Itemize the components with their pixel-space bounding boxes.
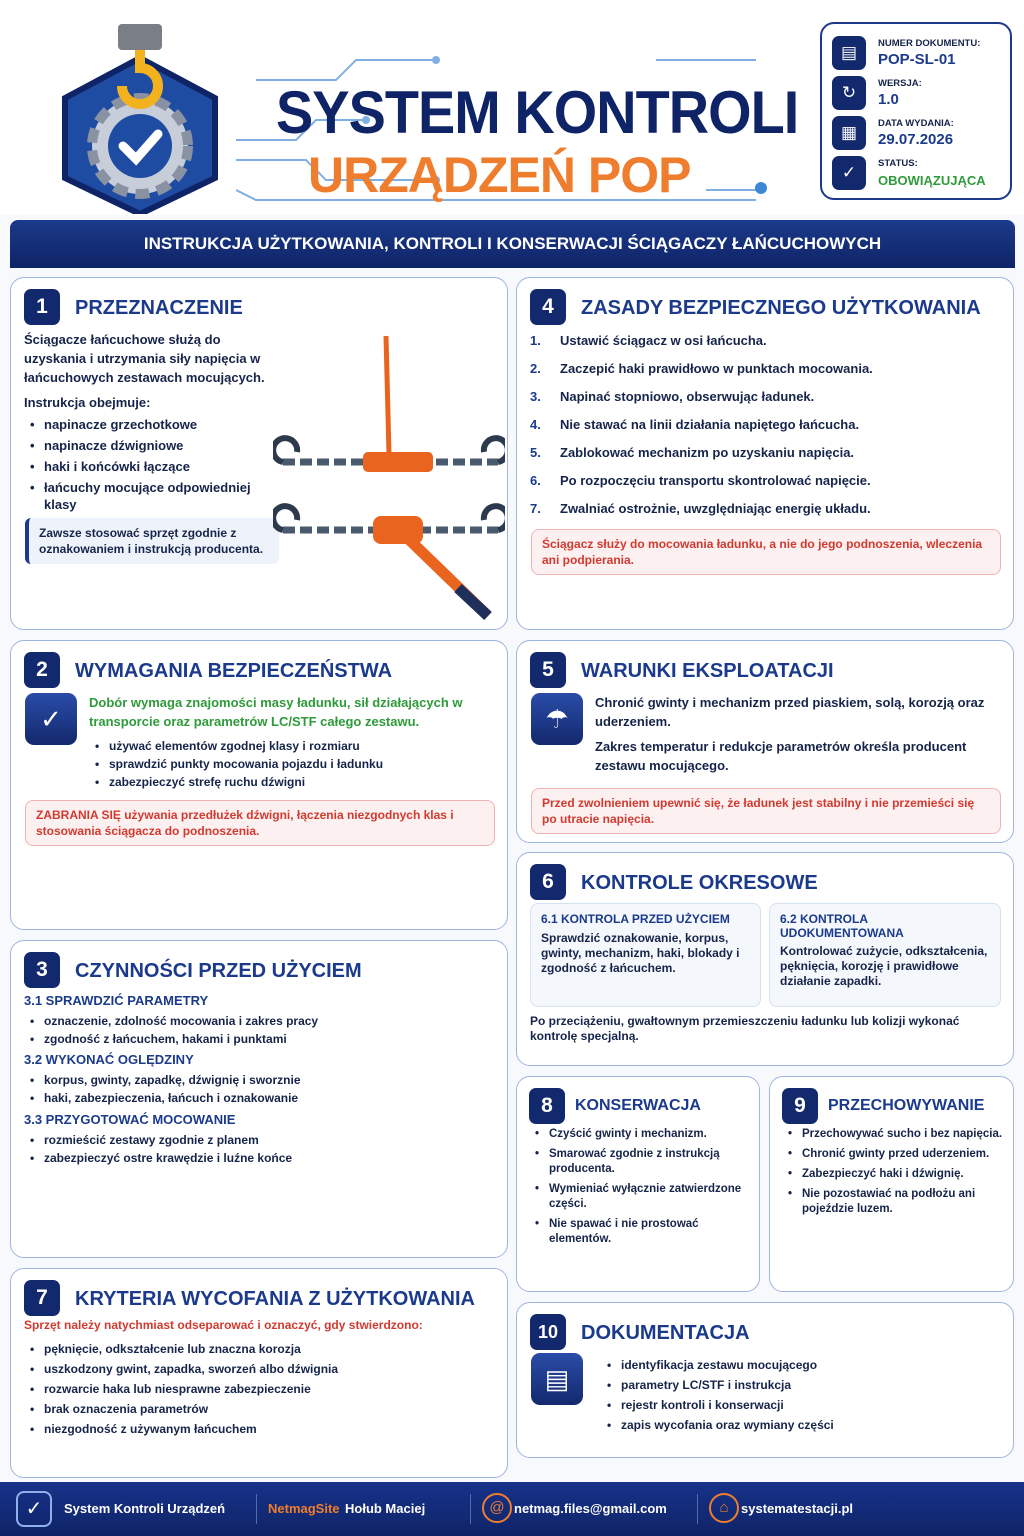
list-item: • pęknięcie, odkształcenie lub znaczna korozja	[24, 1339, 484, 1359]
status-label: STATUS:	[878, 158, 918, 169]
section-2-lead: Dobór wymaga znajomości masy ładunku, sił działających w transporcie oraz parametrów LC/STF całego zestawu.	[89, 695, 463, 729]
section-5-warning: Przed zwolnieniem upewnić się, że ładunek jest stabilny i nie przemieści się po utracie napięcia.	[531, 788, 1001, 834]
section-1-list	[24, 416, 269, 513]
section-4-card	[516, 277, 1014, 630]
list-item: • napinacze grzechotkowe	[24, 416, 269, 433]
list-item: • Chronić gwinty przed uderzeniem.	[782, 1147, 1008, 1162]
step-number: 5.	[530, 445, 541, 460]
date-value: 29.07.2026	[878, 131, 954, 148]
section-7-lead: Sprzęt należy natychmiast odseparować i oznaczyć, gdy stwierdzono:	[24, 1318, 423, 1332]
box-text: Sprawdzić oznakowanie, korpus, gwinty, mechanizm, haki, blokady i zgodność z łańcuchem.	[541, 931, 740, 975]
status-value: OBOWIĄZUJĄCA	[878, 173, 986, 188]
list-item: • łańcuchy mocujące odpowiedniej klasy	[24, 479, 269, 513]
step-item	[530, 387, 1000, 415]
version-value: 1.0	[878, 91, 899, 108]
section-9-list	[782, 1127, 1008, 1217]
version-label: WERSJA:	[878, 78, 922, 89]
list-item: • Nie pozostawiać na podłożu ani pojeździe luzem.	[782, 1187, 1008, 1217]
list-item: • Przechowywać sucho i bez napięcia.	[782, 1127, 1008, 1142]
section-number: 7	[24, 1280, 60, 1316]
doc-number-value: POP-SL-01	[878, 51, 956, 68]
step-text: Zablokować mechanizm po uzyskaniu napięcia.	[560, 445, 855, 460]
doc-number-label: NUMER DOKUMENTU:	[878, 38, 981, 49]
list-item: • sprawdzić punkty mocowania pojazdu i ładunku	[89, 755, 489, 773]
section-number: 6	[530, 864, 566, 900]
section-6-footer: Po przeciążeniu, gwałtownym przemieszczeniu ładunku lub kolizji wykonać kontrolę specjalną.	[530, 1014, 960, 1043]
document-icon: ▤	[832, 36, 866, 70]
refresh-icon: ↻	[832, 76, 866, 110]
section-1-intro: Ściągacze łańcuchowe służą do uzyskania i utrzymania siły napięcia w łańcuchowych zestawach mocujących.	[24, 332, 265, 385]
list-item: • korpus, gwinty, zapadkę, dźwignię i sworznie	[24, 1071, 484, 1089]
section-7-card	[10, 1268, 508, 1478]
title-line-2: URZĄDZEŃ POP	[308, 147, 691, 203]
date-row	[832, 116, 1002, 152]
step-item	[530, 359, 1000, 387]
list-item: • parametry LC/STF i instrukcja	[601, 1375, 1001, 1395]
title-line-1: SYSTEM KONTROLI	[276, 79, 799, 146]
step-item	[530, 415, 1000, 443]
section-8-card	[516, 1076, 760, 1292]
step-number: 7.	[530, 501, 541, 516]
version-row	[832, 76, 1002, 112]
subsection-list	[24, 1012, 484, 1048]
box-title: 6.1 KONTROLA PRZED UŻYCIEM	[541, 912, 730, 926]
list-item: • oznaczenie, zdolność mocowania i zakres pracy	[24, 1012, 484, 1030]
section-5-text-1: Chronić gwinty i mechanizm przed piaskiem, solą, korozją oraz uderzeniem.	[595, 695, 985, 729]
divider	[470, 1494, 471, 1524]
section-5-card	[516, 640, 1014, 843]
step-number: 4.	[530, 417, 541, 432]
section-2-list	[89, 737, 489, 791]
section-title: ZASADY BEZPIECZNEGO UŻYTKOWANIA	[581, 297, 981, 319]
email-icon: @	[482, 1493, 512, 1523]
step-number: 3.	[530, 389, 541, 404]
list-item: • zgodność z łańcuchem, hakami i punktami	[24, 1030, 484, 1048]
section-title: WYMAGANIA BEZPIECZEŃSTWA	[75, 660, 393, 682]
check-icon: ✓	[832, 156, 866, 190]
step-item	[530, 499, 1000, 527]
section-number: 5	[530, 652, 566, 688]
list-item: • Czyścić gwinty i mechanizm.	[529, 1127, 753, 1142]
section-3-card	[10, 940, 508, 1258]
section-title: KONSERWACJA	[575, 1097, 701, 1114]
list-item: • używać elementów zgodnej klasy i rozmiaru	[89, 737, 489, 755]
list-item: • Smarować zgodnie z instrukcją producenta.	[529, 1147, 753, 1177]
status-row	[832, 156, 1002, 192]
list-item: • Wymieniać wyłącznie zatwierdzone części.	[529, 1182, 753, 1212]
footer-system-name: System Kontroli Urządzeń	[64, 1501, 226, 1516]
list-item: • zabezpieczyć strefę ruchu dźwigni	[89, 773, 489, 791]
list-item: • Zabezpieczyć haki i dźwignię.	[782, 1167, 1008, 1182]
section-6-card	[516, 852, 1014, 1066]
step-text: Nie stawać na linii działania napiętego łańcucha.	[560, 417, 860, 432]
section-8-list	[529, 1127, 753, 1247]
banner-title: INSTRUKCJA UŻYTKOWANIA, KONTROLI I KONSERWACJI ŚCIĄGACZY ŁAŃCUCHOWYCH	[10, 220, 1015, 268]
section-9-card	[769, 1076, 1014, 1292]
section-number: 2	[24, 652, 60, 688]
section-number: 3	[24, 952, 60, 988]
section-number: 1	[24, 289, 60, 325]
list-item: • zabezpieczyć ostre krawędzie i luźne końce	[24, 1149, 484, 1167]
list-item: • uszkodzony gwint, zapadka, sworzeń albo dźwignia	[24, 1359, 484, 1379]
footer-brand: NetmagSite	[268, 1501, 340, 1516]
header	[0, 0, 1024, 215]
umbrella-icon: ☂	[531, 693, 583, 745]
section-4-steps	[530, 331, 1000, 527]
doc-number-row	[832, 36, 1002, 72]
section-title: WARUNKI EKSPLOATACJI	[581, 660, 834, 682]
list-item: • rejestr kontroli i konserwacji	[601, 1395, 1001, 1415]
step-number: 2.	[530, 361, 541, 376]
list-item: • haki, zabezpieczenia, łańcuch i oznakowanie	[24, 1089, 484, 1107]
step-number: 1.	[530, 333, 541, 348]
logo-gear-hook-icon	[50, 18, 230, 214]
subsection-title: 3.2 WYKONAĆ OGLĘDZINY	[24, 1052, 194, 1067]
divider	[697, 1494, 698, 1524]
section-1-list-title: Instrukcja obejmuje:	[24, 395, 151, 410]
date-label: DATA WYDANIA:	[878, 118, 954, 129]
section-7-list	[24, 1339, 484, 1439]
calendar-icon: ▦	[832, 116, 866, 150]
list-item: • napinacze dźwigniowe	[24, 437, 269, 454]
chain-binder-illustration	[273, 334, 505, 626]
subsection-title: 3.3 PRZYGOTOWAĆ MOCOWANIE	[24, 1112, 236, 1127]
step-text: Ustawić ściągacz w osi łańcucha.	[560, 333, 767, 348]
list-item: • rozmieścić zestawy zgodnie z planem	[24, 1131, 484, 1149]
section-number: 10	[530, 1314, 566, 1350]
box-text: Kontrolować zużycie, odkształcenia, pęknięcia, korozję i prawidłowe działanie zapadki.	[780, 944, 988, 988]
section-title: KRYTERIA WYCOFANIA Z UŻYTKOWANIA	[75, 1288, 475, 1310]
box-title: 6.2 KONTROLA UDOKUMENTOWANA	[780, 912, 904, 940]
section-title: KONTROLE OKRESOWE	[581, 872, 818, 894]
section-title: CZYNNOŚCI PRZED UŻYCIEM	[75, 960, 362, 982]
section-number: 4	[530, 289, 566, 325]
step-text: Napinać stopniowo, obserwując ładunek.	[560, 389, 815, 404]
step-number: 6.	[530, 473, 541, 488]
step-text: Zwalniać ostrożnie, uwzględniając energię układu.	[560, 501, 871, 516]
section-5-text-2: Zakres temperatur i redukcje parametrów określa producent zestawu mocującego.	[595, 739, 967, 773]
section-title: PRZECHOWYWANIE	[828, 1097, 985, 1114]
document-info-panel	[820, 22, 1012, 200]
step-text: Zaczepić haki prawidłowo w punktach mocowania.	[560, 361, 873, 376]
section-title: DOKUMENTACJA	[581, 1322, 750, 1344]
section-1-card	[10, 277, 508, 630]
list-item: • haki i końcówki łączące	[24, 458, 269, 475]
footer-email-link[interactable]: netmag.files@gmail.com	[514, 1501, 667, 1516]
document-icon: ▤	[531, 1353, 583, 1405]
step-item	[530, 443, 1000, 471]
subsection-list	[24, 1131, 484, 1167]
list-item: • zapis wycofania oraz wymiany części	[601, 1415, 1001, 1435]
section-2-card	[10, 640, 508, 930]
step-text: Po rozpoczęciu transportu skontrolować napięcie.	[560, 473, 871, 488]
checkmark-icon: ✓	[25, 693, 77, 745]
section-2-warning: ZABRANIA SIĘ używania przedłużek dźwigni, łączenia niezgodnych klas i stosowania ściągacza do podnoszenia.	[25, 800, 495, 846]
divider	[256, 1494, 257, 1524]
list-item: • brak oznaczenia parametrów	[24, 1399, 484, 1419]
subsection-title: 3.1 SPRAWDZIĆ PARAMETRY	[24, 993, 209, 1008]
footer-website-link[interactable]: systematestacji.pl	[741, 1501, 854, 1516]
periodic-check-box-1	[530, 903, 761, 1007]
section-title: PRZEZNACZENIE	[75, 297, 243, 319]
list-item: • Nie spawać i nie prostować elementów.	[529, 1217, 753, 1247]
home-icon: ⌂	[709, 1493, 739, 1523]
checkmark-icon: ✓	[16, 1491, 52, 1527]
footer-author: Hołub Maciej	[345, 1501, 426, 1516]
section-number: 8	[529, 1088, 565, 1124]
section-1-note: Zawsze stosować sprzęt zgodnie z oznakowaniem i instrukcją producenta.	[25, 518, 279, 564]
subsection-list	[24, 1071, 484, 1107]
step-item	[530, 471, 1000, 499]
section-10-card	[516, 1302, 1014, 1458]
step-item	[530, 331, 1000, 359]
periodic-check-box-2	[769, 903, 1001, 1007]
list-item: • identyfikacja zestawu mocującego	[601, 1355, 1001, 1375]
list-item: • rozwarcie haka lub niesprawne zabezpieczenie	[24, 1379, 484, 1399]
section-10-list	[601, 1355, 1001, 1435]
section-number: 9	[782, 1088, 818, 1124]
list-item: • niezgodność z używanym łańcuchem	[24, 1419, 484, 1439]
section-4-warning: Ściągacz służy do mocowania ładunku, a nie do jego podnoszenia, wleczenia ani podpierania.	[531, 529, 1001, 575]
footer	[0, 1482, 1024, 1536]
